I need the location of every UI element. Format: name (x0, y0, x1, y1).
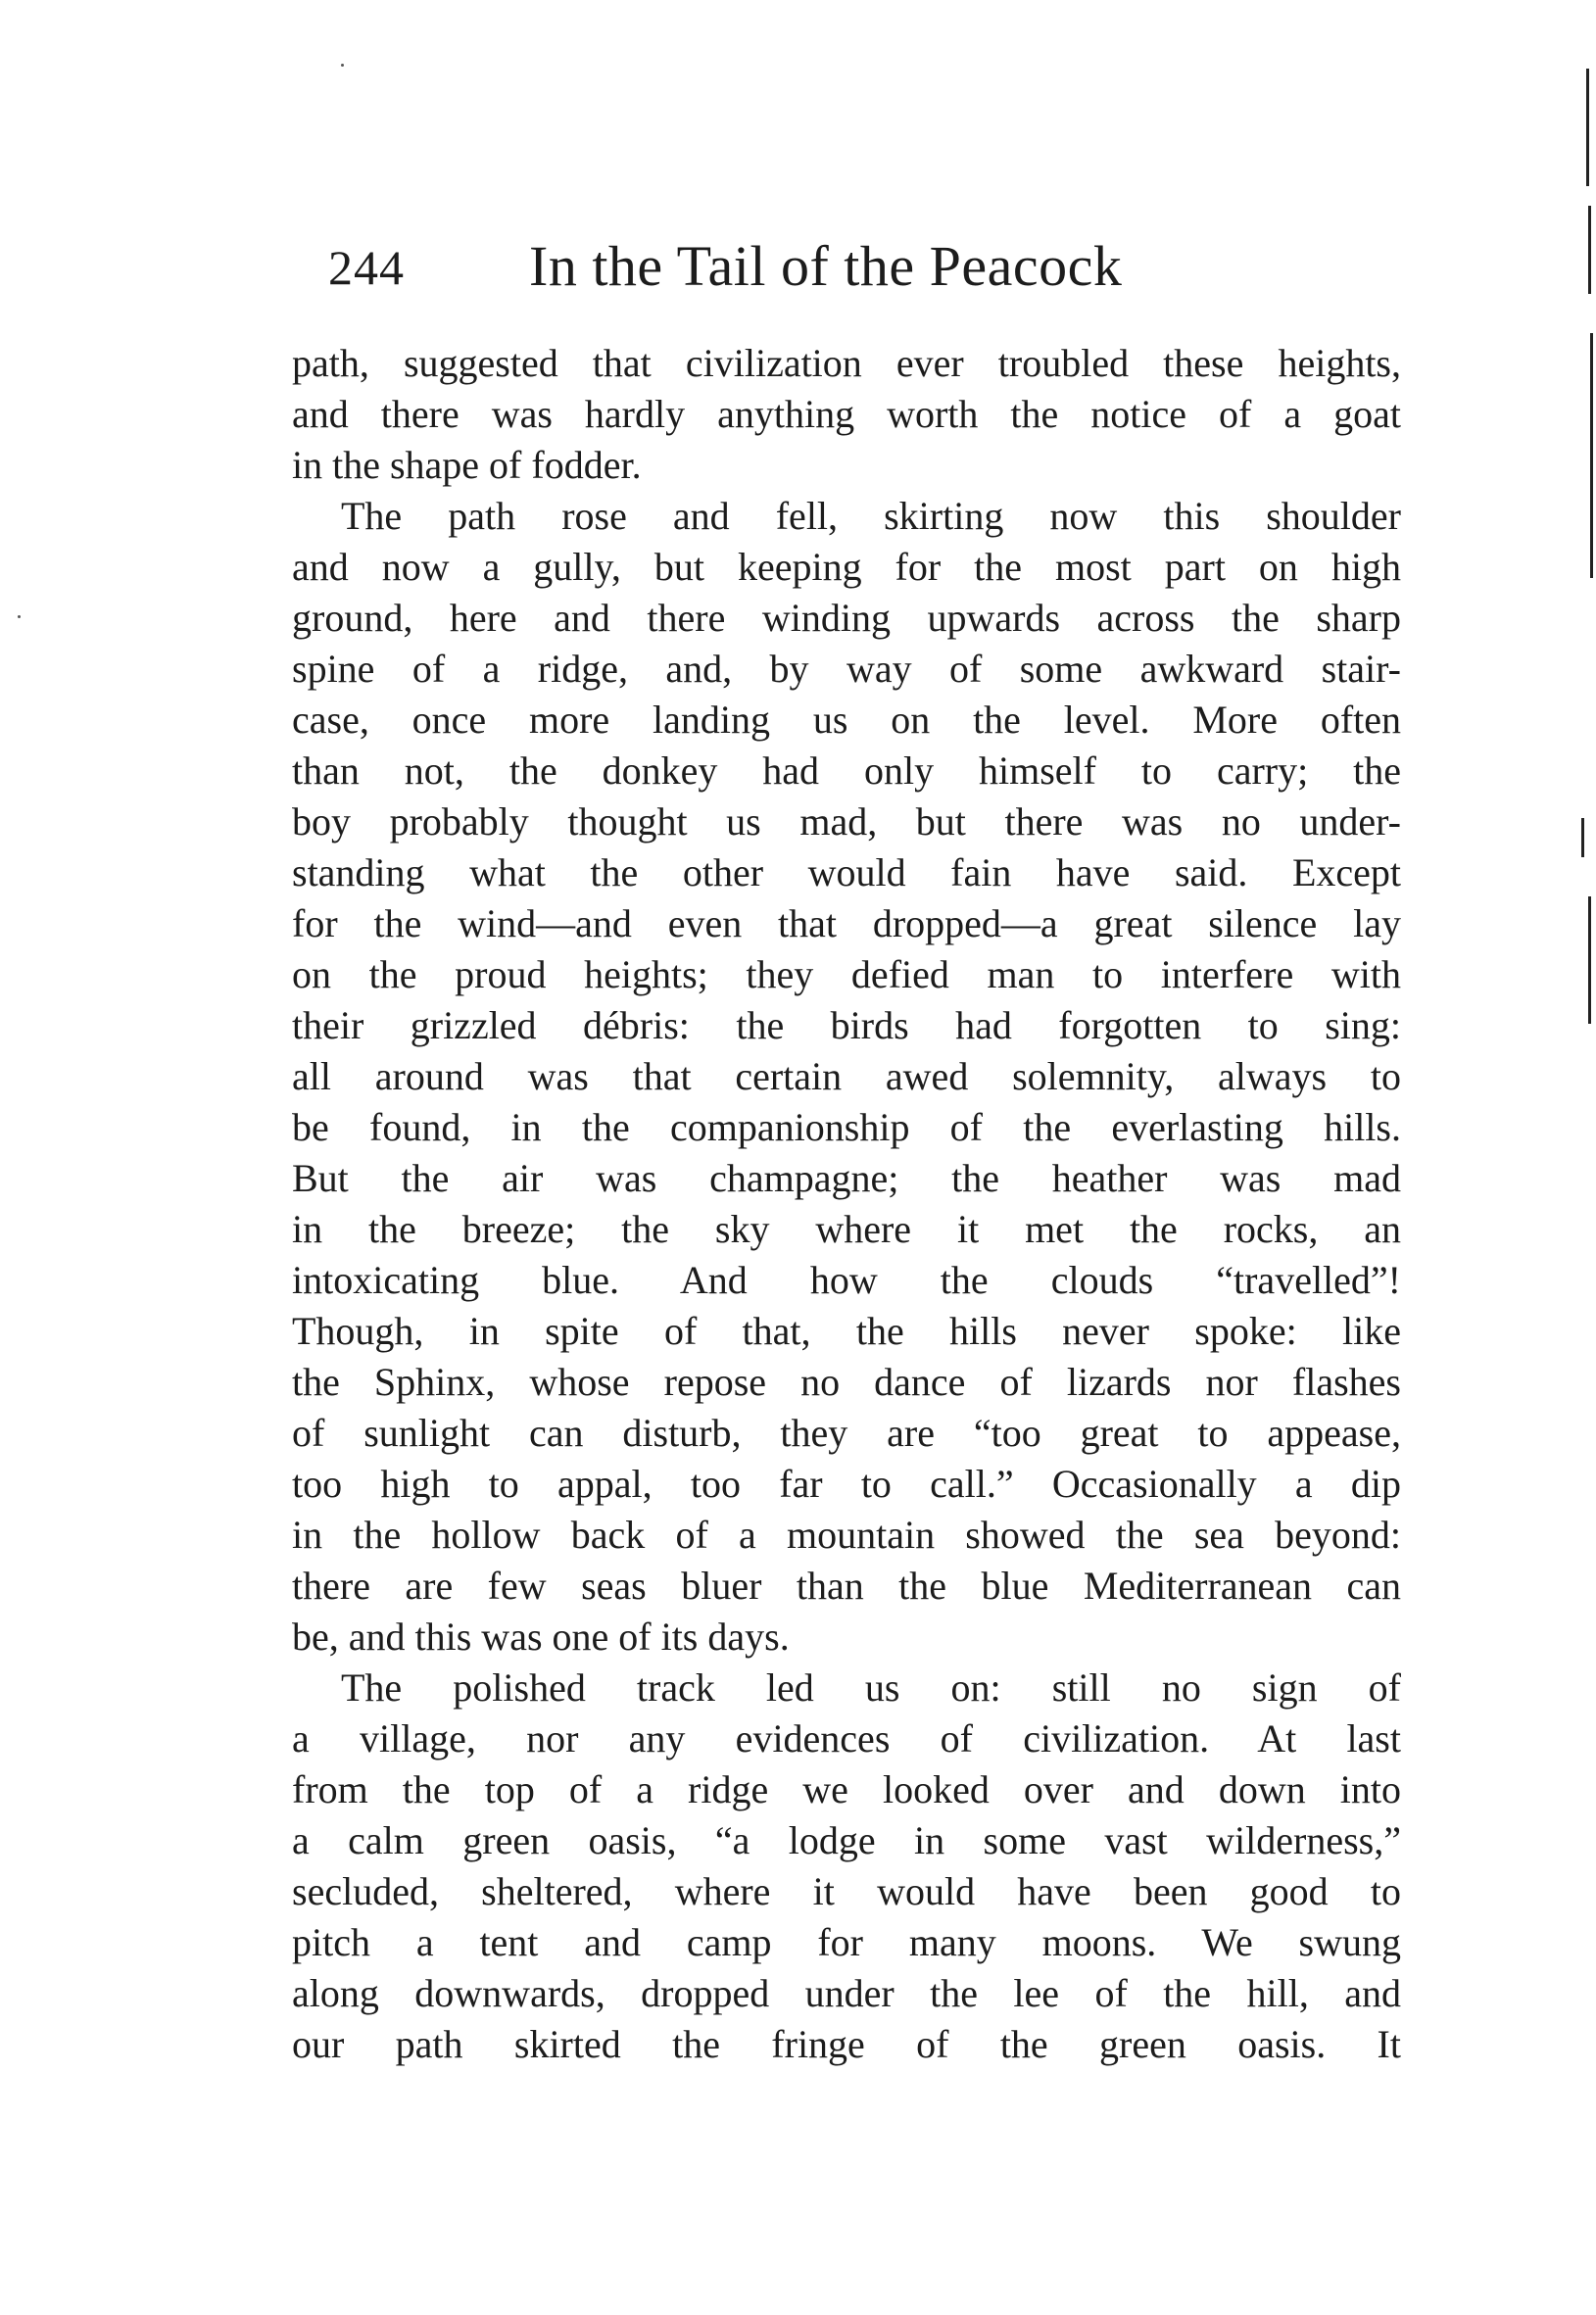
book-title: In the Tail of the Peacock (529, 234, 1123, 298)
text-line: secluded, sheltered, where it would have been good to (292, 1869, 1401, 1913)
text-line: But the air was champagne; the heather was mad (292, 1156, 1401, 1200)
running-head (289, 233, 1141, 302)
text-line: path, suggested that civilization ever troubled these heights, (292, 341, 1401, 385)
text-line: too high to appal, too far to call.” Occasionally a dip (292, 1462, 1401, 1506)
scan-edge-mark (1586, 69, 1589, 186)
text-line: be found, in the companionship of the everlasting hills. (292, 1105, 1401, 1149)
text-line: Though, in spite of that, the hills never spoke: like (292, 1309, 1401, 1353)
scan-edge-mark (1588, 206, 1591, 294)
text-line: in the shape of fodder. (292, 443, 642, 487)
scan-edge-mark (1590, 333, 1593, 578)
text-line: on the proud heights; they defied man to interfere with (292, 952, 1401, 996)
text-line: the Sphinx, whose repose no dance of lizards nor flashes (292, 1360, 1401, 1404)
text-line: case, once more landing us on the level. More often (292, 698, 1401, 742)
text-line: a village, nor any evidences of civilization. At last (292, 1716, 1401, 1760)
text-line: for the wind—and even that dropped—a great silence lay (292, 901, 1401, 945)
text-line: The polished track led us on: still no sign of (341, 1665, 1401, 1710)
text-line: pitch a tent and camp for many moons. We swung (292, 1920, 1401, 1964)
text-line: our path skirted the fringe of the green oasis. It (292, 2022, 1401, 2066)
body-text (292, 338, 1401, 2070)
text-line: and now a gully, but keeping for the most part on high (292, 545, 1401, 589)
text-line: standing what the other would fain have said. Except (292, 850, 1401, 894)
scan-edge-mark (1588, 896, 1591, 1024)
text-line: be, and this was one of its days. (292, 1615, 790, 1659)
scan-speck (341, 64, 344, 67)
text-line: their grizzled débris: the birds had forgotten to sing: (292, 1003, 1401, 1047)
text-line: of sunlight can disturb, they are “too great to appease, (292, 1411, 1401, 1455)
text-line: The path rose and fell, skirting now this shoulder (341, 494, 1401, 538)
text-line: ground, here and there winding upwards across the sharp (292, 596, 1401, 640)
text-line: all around was that certain awed solemnity, always to (292, 1054, 1401, 1098)
scan-edge-mark (1581, 818, 1584, 857)
text-line: boy probably thought us mad, but there was no under- (292, 799, 1401, 844)
text-line: in the breeze; the sky where it met the rocks, an (292, 1207, 1401, 1251)
text-line: from the top of a ridge we looked over and down into (292, 1767, 1401, 1811)
scan-speck (18, 615, 21, 618)
text-line: spine of a ridge, and, by way of some awkward stair- (292, 647, 1401, 691)
text-line: than not, the donkey had only himself to carry; the (292, 748, 1401, 793)
text-line: a calm green oasis, “a lodge in some vast wilderness,” (292, 1818, 1401, 1862)
text-line: in the hollow back of a mountain showed the sea beyond: (292, 1513, 1401, 1557)
page-number: 244 (328, 240, 405, 295)
text-line: intoxicating blue. And how the clouds “travelled”! (292, 1258, 1401, 1302)
text-line: along downwards, dropped under the lee of the hill, and (292, 1971, 1401, 2015)
text-line: and there was hardly anything worth the notice of a goat (292, 392, 1401, 436)
text-line: there are few seas bluer than the blue Mediterranean can (292, 1564, 1401, 1608)
